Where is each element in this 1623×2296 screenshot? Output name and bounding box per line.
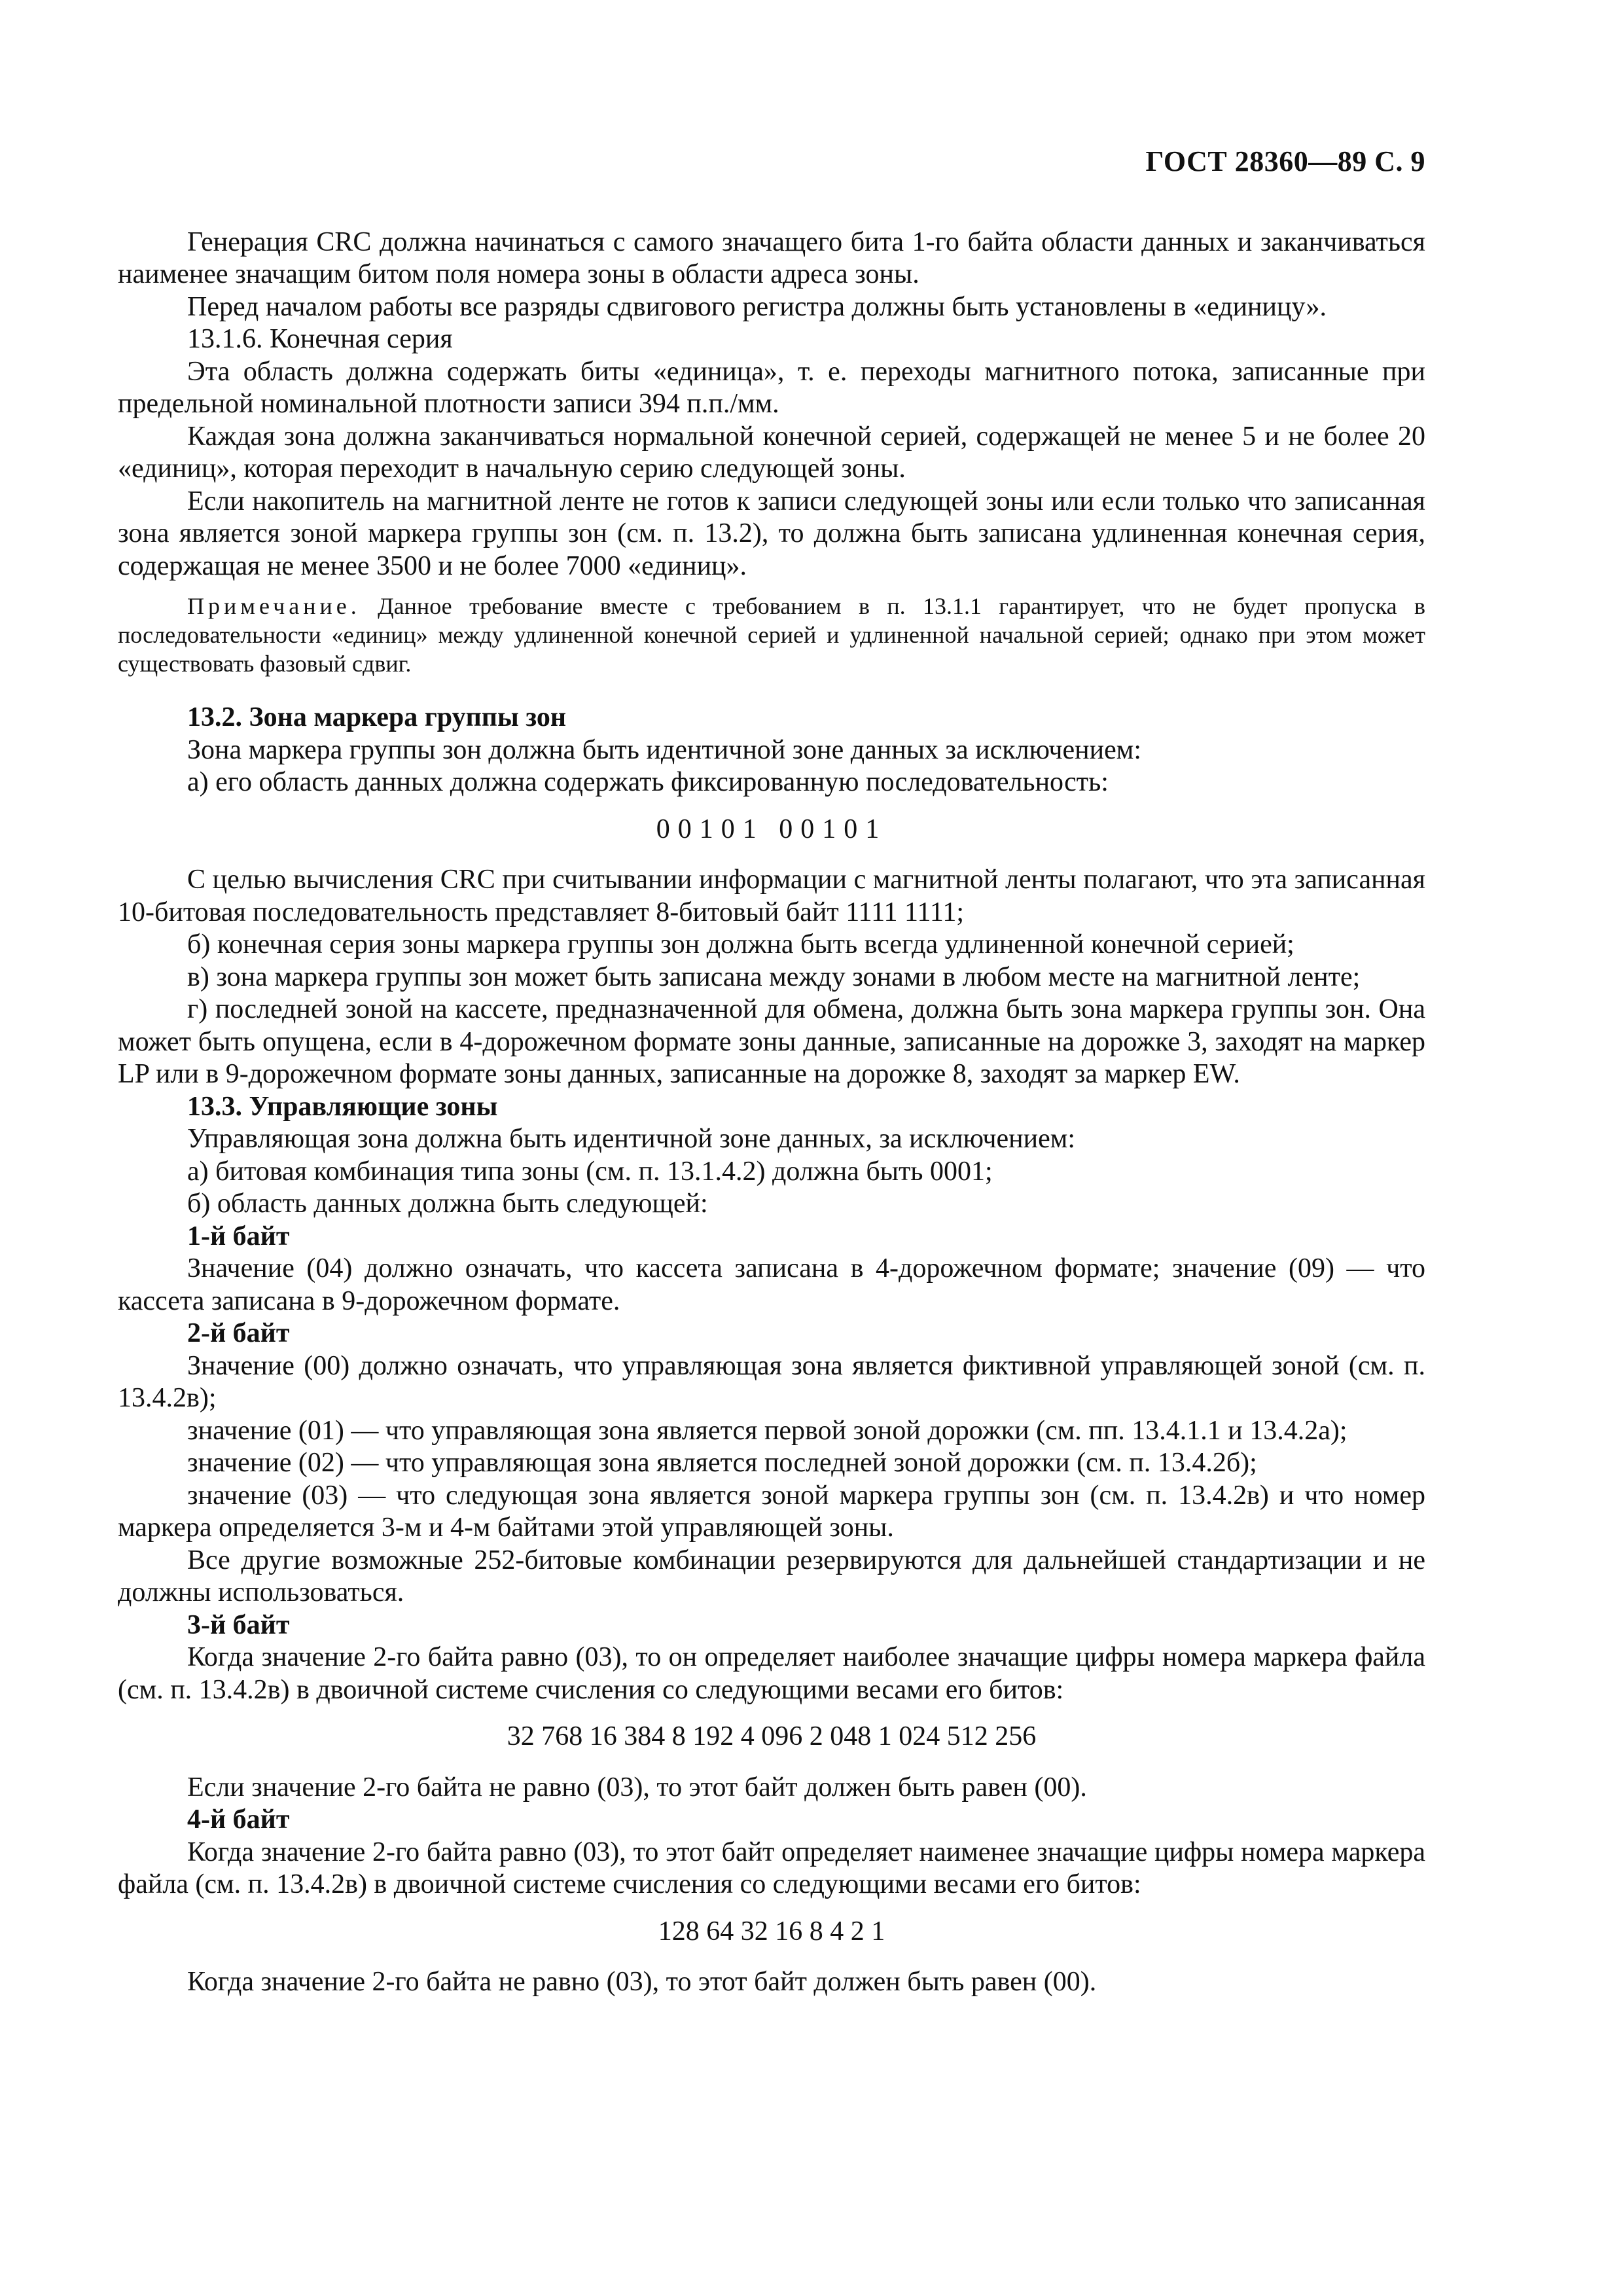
paragraph: Каждая зона должна заканчиваться нормальной конечной серией, содержащей не менее 5 и не более 20 «единиц», которая переходит в начальную серию следующей зоны. — [118, 421, 1425, 484]
paragraph: значение (01) — что управляющая зона является первой зоной дорожки (см. пп. 13.4.1.1 и 13.4.2а); — [187, 1415, 1347, 1446]
note-label: Примечание. — [187, 593, 361, 619]
paragraph: Генерация CRC должна начинаться с самого значащего бита 1-го байта области данных и заканчиваться наименее значащим битом поля номера зоны в области адреса зоны. — [118, 226, 1425, 289]
list-item: б) область данных должна быть следующей: — [187, 1189, 708, 1219]
list-item: а) битовая комбинация типа зоны (см. п. 13.1.4.2) должна быть 0001; — [187, 1156, 993, 1187]
paragraph: Когда значение 2-го байта равно (03), то этот байт определяет наименее значащие цифры номера маркера файла (см. п. 13.4.2в) в двоичной системе счисления со следующими весами его битов: — [118, 1837, 1425, 1899]
list-item: б) конечная серия зоны маркера группы зон должна быть всегда удлиненной конечной серией; — [187, 929, 1294, 960]
list-item: г) последней зоной на кассете, предназначенной для обмена, должна быть зона маркера группы зон. Она может быть опущена, если в 4-дорожечном формате зоны данные, записанные на дорожке 3, заходят на маркер LP или в 9-дорожечном формате зоны данных, записанные на дорожке 8, заходят за маркер EW. — [118, 994, 1425, 1089]
bit-sequence: 00101 00101 — [656, 814, 887, 844]
paragraph: Если накопитель на магнитной ленте не готов к записи следующей зоны или если только что записанная зона является зоной маркера группы зон (см. п. 13.2), то должна быть записана удлиненная конечная серия, содержащая не менее 3500 и не более 7000 «единиц». — [118, 486, 1425, 581]
bit-weights: 32 768 16 384 8 192 4 096 2 048 1 024 512 256 — [507, 1721, 1037, 1751]
paragraph: Значение (00) должно означать, что управляющая зона является фиктивной управляющей зоной (см. п. 13.4.2в); — [118, 1350, 1425, 1413]
byte-heading-2: 2-й байт — [187, 1318, 290, 1348]
byte-heading-1: 1-й байт — [187, 1221, 290, 1251]
paragraph: С целью вычисления CRC при считывании информации с магнитной ленты полагают, что эта записанная 10-битовая последовательность представляет 8-битовый байт 1111 1111; — [118, 865, 1425, 927]
paragraph: Все другие возможные 252-битовые комбинации резервируются для дальнейшей стандартизации и не должны использоваться. — [118, 1545, 1425, 1607]
paragraph: Эта область должна содержать биты «единица», т. е. переходы магнитного потока, записанные при предельной номинальной плотности записи 394 п.п./мм. — [118, 356, 1425, 419]
paragraph: Когда значение 2-го байта равно (03), то он определяет наиболее значащие цифры номера маркера файла (см. п. 13.4.2в) в двоичной системе счисления со следующими весами его битов: — [118, 1642, 1425, 1705]
paragraph: Значение (04) должно означать, что кассета записана в 4-дорожечном формате; значение (09) — что кассета записана в 9-дорожечном формате. — [118, 1253, 1425, 1316]
byte-heading-4: 4-й байт — [187, 1804, 290, 1835]
page-header: ГОСТ 28360—89 С. 9 — [1145, 145, 1425, 177]
list-item: а) его область данных должна содержать фиксированную последовательность: — [187, 767, 1109, 797]
paragraph: значение (03) — что следующая зона является зоной маркера группы зон (см. п. 13.4.2в) и что номер маркера определяется 3-м и 4-м байтами этой управляющей зоны. — [118, 1480, 1425, 1543]
document-page — [118, 145, 1425, 1999]
paragraph: Перед началом работы все разряды сдвигового регистра должны быть установлены в «единицу». — [187, 291, 1327, 322]
paragraph: Зона маркера группы зон должна быть идентичной зоне данных за исключением: — [187, 734, 1142, 765]
section-heading-13-2: 13.2. Зона маркера группы зон — [187, 702, 567, 732]
note-text: Данное требование вместе с требованием в п. 13.1.1 гарантирует, что не будет пропуска в последовательности «единиц» между удлиненной конечной серией и удлиненной начальной серией; однако при этом может существовать фазовый сдвиг. — [118, 593, 1426, 677]
bit-weights: 128 64 32 16 8 4 2 1 — [658, 1916, 885, 1946]
paragraph: Если значение 2-го байта не равно (03), то этот байт должен быть равен (00). — [187, 1772, 1087, 1803]
note — [118, 592, 1425, 678]
byte-heading-3: 3-й байт — [187, 1609, 290, 1640]
paragraph: Когда значение 2-го байта не равно (03), то этот байт должен быть равен (00). — [187, 1967, 1097, 1997]
paragraph: Управляющая зона должна быть идентичной зоне данных, за исключением: — [187, 1124, 1075, 1154]
subsection-title: 13.1.6. Конечная серия — [187, 324, 453, 354]
section-heading-13-3: 13.3. Управляющие зоны — [187, 1091, 498, 1122]
paragraph: значение (02) — что управляющая зона является последней зоной дорожки (см. п. 13.4.2б); — [187, 1448, 1257, 1478]
list-item: в) зона маркера группы зон может быть записана между зонами в любом месте на магнитной ленте; — [187, 961, 1361, 992]
